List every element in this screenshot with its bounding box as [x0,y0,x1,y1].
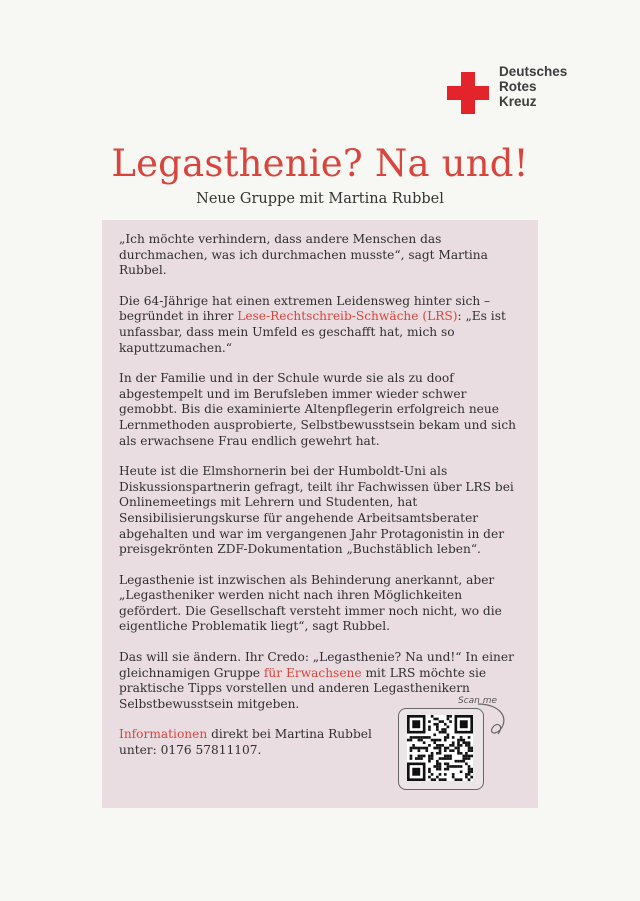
paragraph-today: Heute ist die Elmshornerin bei der Humboldt-Uni als Diskussionspartnerin gefragt, teilt ihr Fachwissen über LRS bei Onlinemeetings mit Lehrern und Studenten, hat Sensibilisierungskurse für angehende Arbeitsamtsberater abgehalten und war im vergangenen Jahr Protagonistin in der preisgekrönten ZDF-Dokumentation „Buchstäblich leben“. [119,464,514,557]
contact-text: direkt bei Martina Rubbel unter: 0176 57811107. [119,727,372,758]
scan-me-caption: Scan me [458,696,498,706]
paragraph-quote: „Ich möchte verhindern, dass andere Menschen das durchmachen, was ich durchmachen musste“, sagt Martina Rubbel. [119,232,488,278]
logo-line-3: Kreuz [499,94,537,109]
article-box [102,220,538,808]
qr-section [398,696,508,796]
lrs-highlight: Lese-Rechtschreib-Schwäche (LRS) [237,309,458,324]
paragraph-background-text-b: : „Es ist unfassbar, dass mein Umfeld es geschafft hat, mich so kaputtzumachen.“ [119,309,506,355]
adults-highlight: für Erwachsene [263,665,362,680]
logo-line-2: Rotes [499,79,537,94]
paragraph-background [119,294,525,356]
paragraph-group-text-a: Das will sie ändern. Ihr Credo: „Legasthenie? Na und!“ In einer gleichnamigen Gruppe [119,650,514,680]
page-subtitle: Neue Gruppe mit Martina Rubbel [196,191,444,207]
page-title: Legasthenie? Na und! [111,142,529,185]
logo-wordmark [499,64,567,109]
qr-code-icon[interactable] [407,715,473,781]
drk-logo [447,64,567,114]
paragraph-contact [119,727,389,758]
paragraph-history: In der Familie und in der Schule wurde sie als zu doof abgestempelt und im Berufsleben immer wieder schwer gemobbt. Bis die examinierte Altenpflegerin erfolgreich neue Lernmethoden ausprobierte, Selbstbewusstsein bekam und sich als erwachsene Frau endlich gewehrt hat. [119,371,517,448]
red-cross-icon [447,72,489,114]
qr-frame [398,708,484,790]
paragraph-background-text-a: Die 64-Jährige hat einen extremen Leidensweg hinter sich – begründet in ihrer [119,293,491,324]
paragraph-group-text-b: mit LRS möchte sie praktische Tipps vorstellen und anderen Legasthenikern Selbstbewusstsein mitgeben. [119,665,487,711]
paragraph-disability: Legasthenie ist inzwischen als Behinderung anerkannt, aber „Legastheniker werden nicht nach ihren Möglichkeiten gefördert. Die Gesellschaft versteht immer noch nicht, wo die eigentliche Problematik liegt“, sagt Rubbel. [119,572,502,634]
info-highlight: Informationen [119,727,208,742]
article-content [119,232,525,774]
logo-line-1: Deutsches [499,64,568,79]
